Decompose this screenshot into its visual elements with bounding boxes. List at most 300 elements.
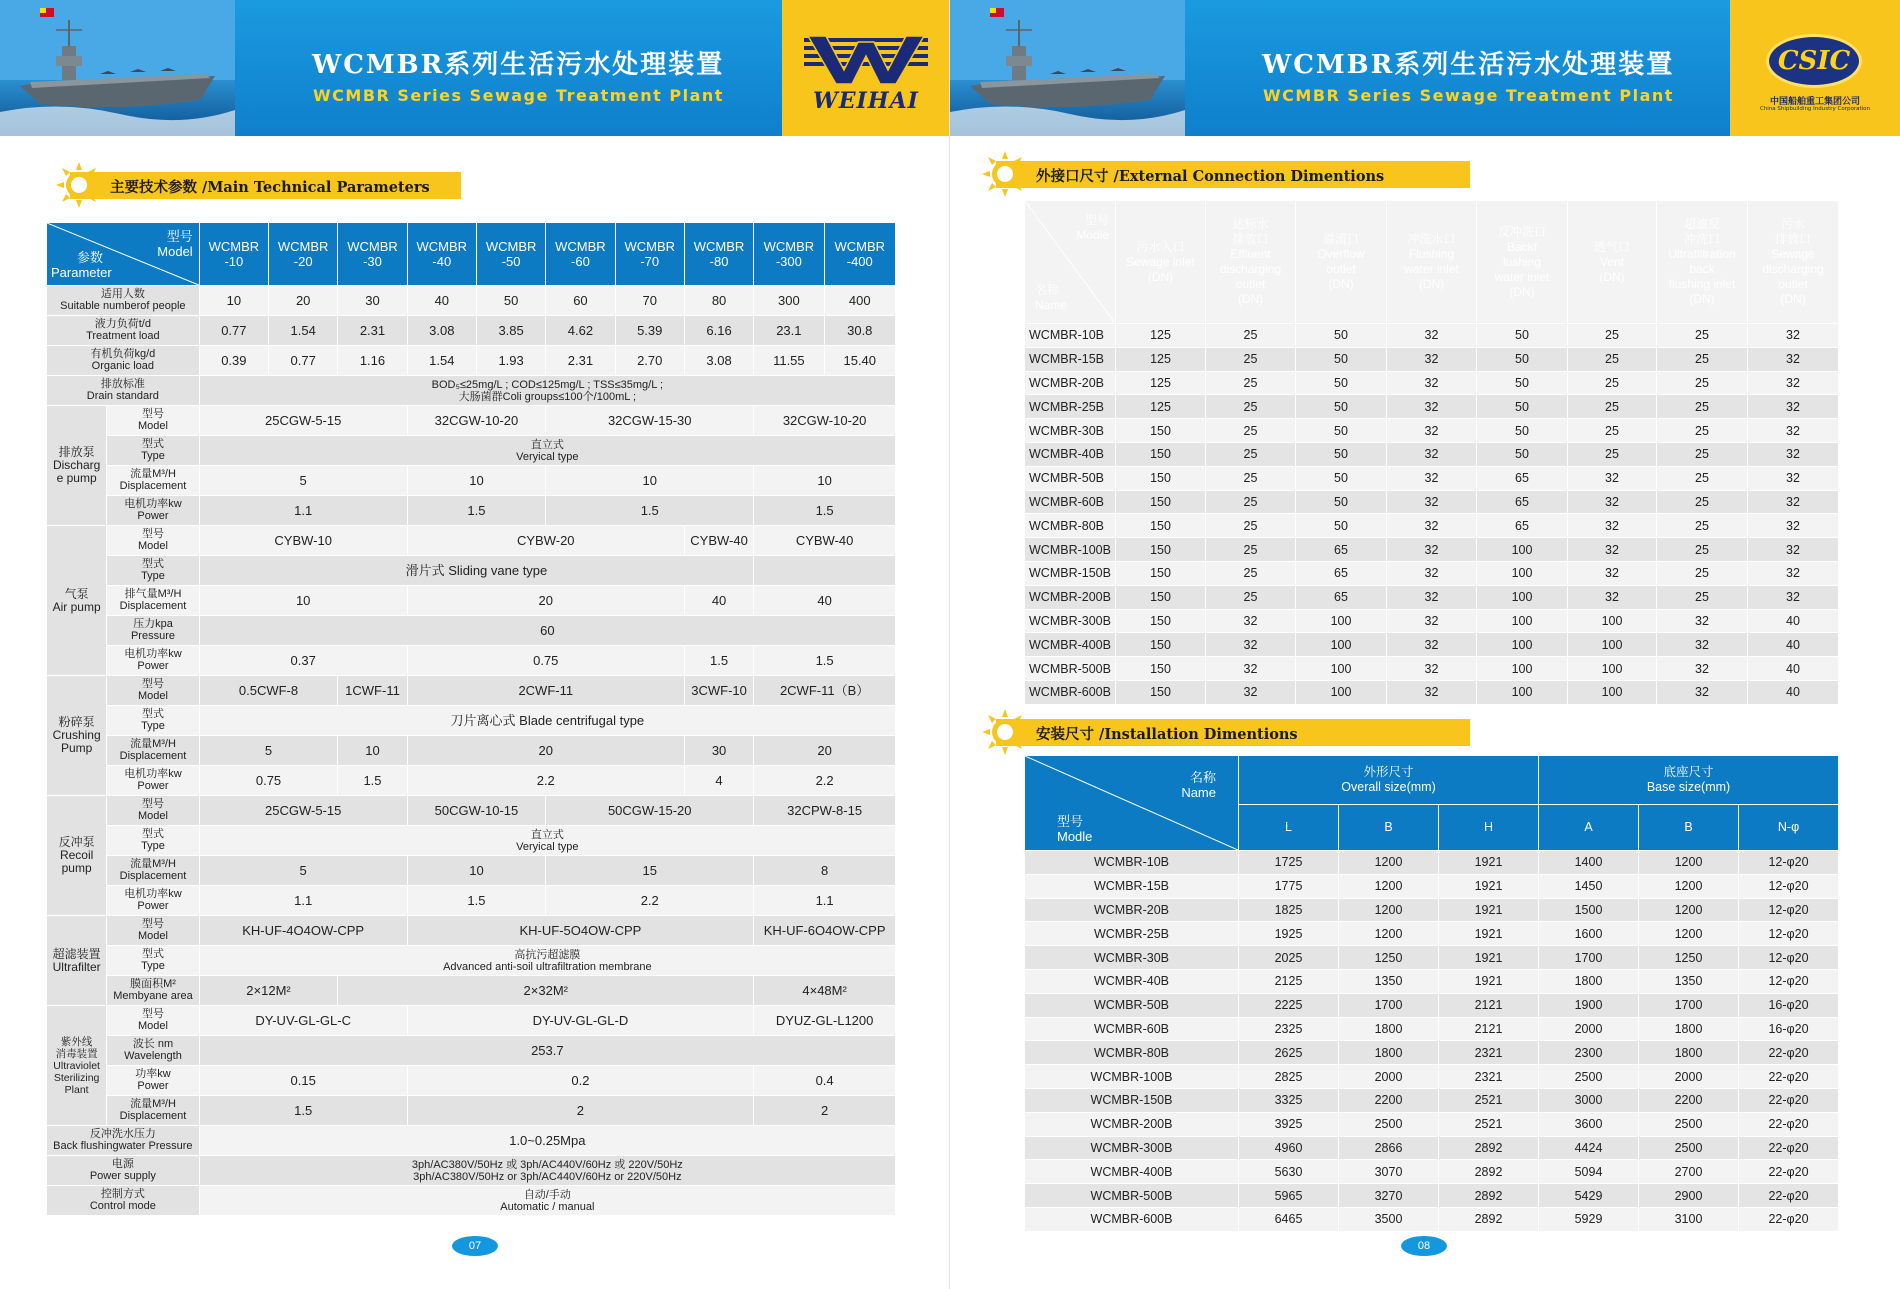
column-header-line: (DN) bbox=[1780, 292, 1806, 306]
table-cell: 50 bbox=[1296, 442, 1387, 466]
table-cell: 50 bbox=[1296, 324, 1387, 348]
table-cell bbox=[754, 556, 896, 586]
header-corner bbox=[47, 223, 200, 286]
table-cell: 150 bbox=[1116, 633, 1206, 657]
table-cell: 1.5 bbox=[407, 886, 546, 916]
table-cell: 50CGW-10-15 bbox=[407, 796, 546, 826]
table-cell: 25 bbox=[1657, 442, 1748, 466]
table-cell: 32CGW-15-30 bbox=[546, 406, 754, 436]
sub-label: 流量M³/H Displacement bbox=[107, 1096, 199, 1126]
group-label-uv: 紫外线 消毒装置 Ultraviolet Sterilizing Plant bbox=[47, 1006, 107, 1126]
table-cell: 3100 bbox=[1639, 1207, 1739, 1231]
sub-label: 压力kpa Pressure bbox=[107, 616, 199, 646]
table-cell: 253.7 bbox=[199, 1036, 895, 1066]
external-connection-table bbox=[1024, 200, 1839, 705]
table-cell: 2625 bbox=[1239, 1041, 1339, 1065]
section-title-installation bbox=[996, 719, 1470, 746]
table-cell: 1700 bbox=[1339, 993, 1439, 1017]
table-cell: 5929 bbox=[1539, 1207, 1639, 1231]
table-cell: 1921 bbox=[1439, 851, 1539, 875]
sub-label: 型式 Type bbox=[107, 556, 199, 586]
table-cell: 25 bbox=[1206, 490, 1296, 514]
table-cell: 50 bbox=[476, 286, 545, 316]
logo-company-cn: 中国船舶重工集团公司 bbox=[1769, 97, 1860, 107]
table-cell: 10 bbox=[199, 286, 268, 316]
table-cell: 32 bbox=[1387, 585, 1477, 609]
table-cell: 32 bbox=[1387, 680, 1477, 704]
model-name-cell: WCMBR-30B bbox=[1025, 946, 1239, 970]
table-cell: 1800 bbox=[1339, 1041, 1439, 1065]
table-row bbox=[47, 946, 896, 976]
table-cell: 25 bbox=[1206, 561, 1296, 585]
table-cell: 2892 bbox=[1439, 1207, 1539, 1231]
param-label: 有机负荷kg/d Organic load bbox=[47, 346, 200, 376]
table-cell: 32 bbox=[1748, 395, 1839, 419]
table-cell: 0.2 bbox=[407, 1066, 754, 1096]
table-cell: 1921 bbox=[1439, 946, 1539, 970]
table-row bbox=[47, 856, 896, 886]
table-cell: 50 bbox=[1477, 419, 1568, 443]
table-row bbox=[47, 976, 896, 1006]
table-cell: 1775 bbox=[1239, 874, 1339, 898]
page-number: 07 bbox=[452, 1236, 498, 1256]
model-name-cell: WCMBR-30B bbox=[1025, 419, 1116, 443]
table-cell: 40 bbox=[754, 586, 896, 616]
table-cell: 3325 bbox=[1239, 1088, 1339, 1112]
table-cell: 4 bbox=[684, 766, 753, 796]
table-row bbox=[47, 496, 896, 526]
model-name-cell: WCMBR-15B bbox=[1025, 874, 1239, 898]
table-cell: 32 bbox=[1387, 466, 1477, 490]
table-cell: 50 bbox=[1296, 371, 1387, 395]
group-label-discharge-pump: 排放泵 Discharg e pump bbox=[47, 406, 107, 526]
header-corner: 名称 Name 型号 Modle bbox=[1025, 756, 1239, 851]
model-name-cell: WCMBR-40B bbox=[1025, 969, 1239, 993]
table-cell: 65 bbox=[1296, 585, 1387, 609]
model-name-cell: WCMBR-25B bbox=[1025, 395, 1116, 419]
table-cell: 50 bbox=[1477, 371, 1568, 395]
table-row bbox=[47, 1006, 896, 1036]
table-cell: 25 bbox=[1568, 371, 1657, 395]
table-cell: 1.5 bbox=[199, 1096, 407, 1126]
table-cell: 1800 bbox=[1639, 1017, 1739, 1041]
table-cell: 100 bbox=[1568, 609, 1657, 633]
table-cell: 12-φ20 bbox=[1739, 969, 1839, 993]
table-cell: 32 bbox=[1206, 633, 1296, 657]
table-cell: 125 bbox=[1116, 347, 1206, 371]
table-cell: 22-φ20 bbox=[1739, 1136, 1839, 1160]
table-cell: 50 bbox=[1296, 419, 1387, 443]
table-cell: 2521 bbox=[1439, 1088, 1539, 1112]
table-row bbox=[1025, 538, 1839, 562]
table-cell: 22-φ20 bbox=[1739, 1112, 1839, 1136]
table-cell: 40 bbox=[684, 586, 753, 616]
table-cell: 22-φ20 bbox=[1739, 1207, 1839, 1231]
param-label: 控制方式 Control mode bbox=[47, 1186, 200, 1216]
table-cell: 2121 bbox=[1439, 1017, 1539, 1041]
table-cell: 25 bbox=[1206, 324, 1296, 348]
model-name-cell: WCMBR-100B bbox=[1025, 1065, 1239, 1089]
table-cell: 50 bbox=[1296, 395, 1387, 419]
table-cell: 1200 bbox=[1639, 898, 1739, 922]
table-row bbox=[1025, 1088, 1839, 1112]
table-cell: 32 bbox=[1387, 633, 1477, 657]
table-row bbox=[1025, 490, 1839, 514]
main-parameters-table bbox=[46, 222, 896, 1216]
table-cell: 100 bbox=[1568, 657, 1657, 681]
table-row bbox=[1025, 657, 1839, 681]
table-cell: 25 bbox=[1657, 585, 1748, 609]
table-cell: 1.5 bbox=[546, 496, 754, 526]
table-cell: 32 bbox=[1657, 680, 1748, 704]
table-cell: 5 bbox=[199, 736, 338, 766]
table-cell: 25 bbox=[1657, 538, 1748, 562]
param-label: 液力负荷t/d Treatment load bbox=[47, 316, 200, 346]
table-cell: 5630 bbox=[1239, 1160, 1339, 1184]
table-cell: 32 bbox=[1206, 680, 1296, 704]
table-cell: 32 bbox=[1748, 442, 1839, 466]
table-cell: 30 bbox=[338, 286, 407, 316]
table-row bbox=[1025, 395, 1839, 419]
table-cell: 15 bbox=[546, 856, 754, 886]
column-header-line: lushing bbox=[1502, 254, 1542, 269]
table-cell: 5094 bbox=[1539, 1160, 1639, 1184]
table-row bbox=[1025, 1160, 1839, 1184]
table-cell: 100 bbox=[1477, 633, 1568, 657]
section-title-text: 外接口尺寸 /External Connection Dimentions bbox=[1036, 168, 1385, 185]
param-label-cn: 参数 bbox=[77, 250, 104, 265]
table-cell: 2321 bbox=[1439, 1065, 1539, 1089]
table-cell: 50 bbox=[1477, 395, 1568, 419]
table-cell: 25 bbox=[1657, 419, 1748, 443]
table-row bbox=[1025, 633, 1839, 657]
table-cell: 5429 bbox=[1539, 1184, 1639, 1208]
table-row bbox=[1025, 466, 1839, 490]
table-cell: 1600 bbox=[1539, 922, 1639, 946]
table-cell: 32 bbox=[1387, 561, 1477, 585]
column-header-line: 污水入口 bbox=[1136, 239, 1185, 254]
table-cell: 30 bbox=[684, 736, 753, 766]
table-cell: 65 bbox=[1477, 490, 1568, 514]
table-cell: 直立式 Veryical type bbox=[199, 826, 895, 856]
table-cell: 0.77 bbox=[269, 346, 338, 376]
table-cell: 150 bbox=[1116, 419, 1206, 443]
table-cell: 32CPW-8-15 bbox=[754, 796, 896, 826]
column-header: A bbox=[1539, 804, 1639, 851]
table-cell: 0.39 bbox=[199, 346, 268, 376]
table-row bbox=[1025, 347, 1839, 371]
table-cell: 0.5CWF-8 bbox=[199, 676, 338, 706]
table-cell: 40 bbox=[407, 286, 476, 316]
table-cell: 32 bbox=[1568, 490, 1657, 514]
group-label-recoil-pump: 反冲泵 Recoil pump bbox=[47, 796, 107, 916]
cssc-logo-mark: CSIC bbox=[1766, 34, 1862, 88]
table-cell: 1500 bbox=[1539, 898, 1639, 922]
table-cell: 2200 bbox=[1639, 1088, 1739, 1112]
table-header-row bbox=[1025, 756, 1839, 805]
table-cell: 25 bbox=[1657, 561, 1748, 585]
column-header-line: (DN) bbox=[1509, 284, 1535, 299]
table-cell: 25 bbox=[1568, 419, 1657, 443]
table-row bbox=[47, 1156, 896, 1186]
table-cell: 20 bbox=[407, 586, 684, 616]
table-cell: 5 bbox=[199, 466, 407, 496]
table-cell: 32 bbox=[1387, 419, 1477, 443]
model-name-cell: WCMBR-400B bbox=[1025, 1160, 1239, 1184]
model-col-header: WCMBR -40 bbox=[407, 223, 476, 286]
table-row bbox=[47, 826, 896, 856]
table-row bbox=[47, 766, 896, 796]
model-col-header: WCMBR -70 bbox=[615, 223, 684, 286]
table-header-row bbox=[1025, 201, 1839, 324]
table-cell: 60 bbox=[199, 616, 895, 646]
table-row bbox=[47, 1096, 896, 1126]
table-cell: 1.0~0.25Mpa bbox=[199, 1126, 895, 1156]
table-row bbox=[1025, 1017, 1839, 1041]
table-cell: 32 bbox=[1568, 561, 1657, 585]
table-cell: 150 bbox=[1116, 466, 1206, 490]
sub-label: 型号 Model bbox=[107, 676, 199, 706]
table-cell: 22-φ20 bbox=[1739, 1160, 1839, 1184]
column-header-line: back bbox=[1689, 262, 1715, 276]
table-cell: 2.2 bbox=[754, 766, 896, 796]
banner-title-en: WCMBR Series Sewage Treatment Plant bbox=[313, 86, 724, 105]
column-header-line: (DN) bbox=[1237, 292, 1264, 306]
table-cell: 32 bbox=[1748, 371, 1839, 395]
table-cell: 0.4 bbox=[754, 1066, 896, 1096]
sub-label: 流量M³/H Displacement bbox=[107, 466, 199, 496]
table-row bbox=[1025, 585, 1839, 609]
table-cell: 滑片式 Sliding vane type bbox=[199, 556, 754, 586]
table-cell: 32 bbox=[1387, 490, 1477, 514]
column-header-line: (DN) bbox=[1599, 269, 1625, 284]
column-header-line: 冲洗水口 bbox=[1407, 232, 1456, 246]
column-header bbox=[1387, 201, 1477, 324]
table-cell: 4424 bbox=[1539, 1136, 1639, 1160]
table-cell: 100 bbox=[1477, 680, 1568, 704]
table-cell: 1.93 bbox=[476, 346, 545, 376]
sub-label: 型号 Model bbox=[107, 916, 199, 946]
table-cell: 2000 bbox=[1539, 1017, 1639, 1041]
table-cell: 2CWF-11 bbox=[407, 676, 684, 706]
table-row bbox=[1025, 419, 1839, 443]
table-cell: 1250 bbox=[1639, 946, 1739, 970]
sun-icon bbox=[982, 709, 1028, 755]
table-cell: 125 bbox=[1116, 395, 1206, 419]
table-cell: 2121 bbox=[1439, 993, 1539, 1017]
table-cell: 2.70 bbox=[615, 346, 684, 376]
table-cell: 1.5 bbox=[338, 766, 407, 796]
column-header-line: 反冲洗口 bbox=[1497, 224, 1546, 239]
table-cell: 1CWF-11 bbox=[338, 676, 407, 706]
table-cell: 40 bbox=[1748, 680, 1839, 704]
table-row bbox=[47, 586, 896, 616]
table-cell: DY-UV-GL-GL-D bbox=[407, 1006, 754, 1036]
table-cell: 65 bbox=[1477, 466, 1568, 490]
table-cell: 2500 bbox=[1339, 1112, 1439, 1136]
table-cell: 3600 bbox=[1539, 1112, 1639, 1136]
table-cell: 100 bbox=[1296, 609, 1387, 633]
table-cell: 100 bbox=[1477, 561, 1568, 585]
table-cell: 25 bbox=[1206, 419, 1296, 443]
table-row bbox=[47, 796, 896, 826]
model-name-cell: WCMBR-100B bbox=[1025, 538, 1116, 562]
table-cell: 50 bbox=[1477, 324, 1568, 348]
table-cell: 25 bbox=[1206, 442, 1296, 466]
table-row bbox=[1025, 1184, 1839, 1208]
table-cell: 50 bbox=[1296, 514, 1387, 538]
table-row bbox=[1025, 898, 1839, 922]
logo-company-en: China Shipbuilding Industry Corporation bbox=[1759, 106, 1871, 112]
table-row bbox=[47, 526, 896, 556]
table-cell: 5 bbox=[199, 856, 407, 886]
table-cell: 25 bbox=[1206, 538, 1296, 562]
table-cell: 2×12M² bbox=[199, 976, 338, 1006]
table-cell: 1.1 bbox=[199, 496, 407, 526]
table-cell: 32 bbox=[1568, 514, 1657, 538]
table-row bbox=[47, 916, 896, 946]
table-cell: 4960 bbox=[1239, 1136, 1339, 1160]
table-cell: 直立式 Veryical type bbox=[199, 436, 895, 466]
table-row bbox=[1025, 514, 1839, 538]
table-cell: 32 bbox=[1748, 538, 1839, 562]
table-cell: 12-φ20 bbox=[1739, 946, 1839, 970]
table-row bbox=[47, 316, 896, 346]
table-cell: 25 bbox=[1206, 395, 1296, 419]
table-cell: 2900 bbox=[1639, 1184, 1739, 1208]
table-cell: 12-φ20 bbox=[1739, 851, 1839, 875]
logo-text: WEIHAI bbox=[813, 88, 919, 114]
column-header: N-φ bbox=[1739, 804, 1839, 851]
table-cell: 100 bbox=[1296, 680, 1387, 704]
table-row bbox=[1025, 1112, 1839, 1136]
table-row bbox=[47, 736, 896, 766]
sub-label: 型号 Model bbox=[107, 796, 199, 826]
table-cell: 100 bbox=[1477, 609, 1568, 633]
model-name-cell: WCMBR-200B bbox=[1025, 1112, 1239, 1136]
table-cell: 100 bbox=[1477, 538, 1568, 562]
table-cell: 1.5 bbox=[754, 646, 896, 676]
table-cell: 40 bbox=[1748, 609, 1839, 633]
model-name-cell: WCMBR-15B bbox=[1025, 347, 1116, 371]
table-row bbox=[1025, 561, 1839, 585]
table-cell: 50 bbox=[1477, 442, 1568, 466]
table-cell: 11.55 bbox=[754, 346, 824, 376]
table-cell: 2 bbox=[407, 1096, 754, 1126]
sub-label: 型式 Type bbox=[107, 706, 199, 736]
table-cell: 1400 bbox=[1539, 851, 1639, 875]
table-cell: 刀片离心式 Blade centrifugal type bbox=[199, 706, 895, 736]
table-cell: 2×32M² bbox=[338, 976, 754, 1006]
table-cell: 1.16 bbox=[338, 346, 407, 376]
model-name-cell: WCMBR-150B bbox=[1025, 561, 1116, 585]
model-name-cell: WCMBR-20B bbox=[1025, 898, 1239, 922]
table-cell: 10 bbox=[199, 586, 407, 616]
table-row bbox=[47, 406, 896, 436]
table-cell: KH-UF-4O4OW-CPP bbox=[199, 916, 407, 946]
table-cell: 1200 bbox=[1639, 874, 1739, 898]
sub-label: 膜面积M² Membyane area bbox=[107, 976, 199, 1006]
model-name-cell: WCMBR-60B bbox=[1025, 1017, 1239, 1041]
table-header-row bbox=[47, 223, 896, 286]
table-cell: 2892 bbox=[1439, 1160, 1539, 1184]
table-row bbox=[47, 646, 896, 676]
section-title-external bbox=[996, 161, 1470, 188]
table-cell: 16-φ20 bbox=[1739, 1017, 1839, 1041]
table-row bbox=[1025, 680, 1839, 704]
model-col-header: WCMBR -400 bbox=[824, 223, 895, 286]
table-cell: 20 bbox=[754, 736, 896, 766]
sub-label: 流量M³/H Displacement bbox=[107, 856, 199, 886]
table-row bbox=[1025, 1065, 1839, 1089]
table-cell: 50 bbox=[1296, 347, 1387, 371]
table-row bbox=[47, 1066, 896, 1096]
table-cell: 1450 bbox=[1539, 874, 1639, 898]
table-cell: CYBW-10 bbox=[199, 526, 407, 556]
table-cell: 22-φ20 bbox=[1739, 1088, 1839, 1112]
table-cell: 25 bbox=[1657, 466, 1748, 490]
table-cell: 25CGW-5-15 bbox=[199, 406, 407, 436]
model-col-header: WCMBR -20 bbox=[269, 223, 338, 286]
table-cell: 10 bbox=[338, 736, 407, 766]
table-cell: 40 bbox=[1748, 657, 1839, 681]
table-cell: 12-φ20 bbox=[1739, 874, 1839, 898]
table-cell: 2.2 bbox=[407, 766, 684, 796]
table-cell: 150 bbox=[1116, 538, 1206, 562]
table-cell: 1200 bbox=[1339, 851, 1439, 875]
table-cell: 2200 bbox=[1339, 1088, 1439, 1112]
cssc-logo bbox=[1730, 0, 1900, 136]
table-cell: 32 bbox=[1657, 609, 1748, 633]
column-header-line: Backf bbox=[1506, 239, 1537, 254]
column-header-line: 溢流口 bbox=[1322, 232, 1359, 246]
base-size-header: 底座尺寸 Base size(mm) bbox=[1539, 756, 1839, 805]
sub-label: 电机功率kw Power bbox=[107, 496, 199, 526]
table-cell: 32 bbox=[1206, 609, 1296, 633]
param-label: 排放标准 Drain standard bbox=[47, 376, 200, 406]
table-cell: CYBW-20 bbox=[407, 526, 684, 556]
table-cell: 32 bbox=[1387, 657, 1477, 681]
table-cell: 1700 bbox=[1539, 946, 1639, 970]
table-cell: 32 bbox=[1387, 514, 1477, 538]
model-name-cell: WCMBR-300B bbox=[1025, 1136, 1239, 1160]
table-cell: 32 bbox=[1748, 585, 1839, 609]
table-cell: 80 bbox=[684, 286, 753, 316]
table-cell: 3000 bbox=[1539, 1088, 1639, 1112]
table-cell: 8 bbox=[754, 856, 896, 886]
table-cell: KH-UF-6O4OW-CPP bbox=[754, 916, 896, 946]
model-name-cell: WCMBR-400B bbox=[1025, 633, 1116, 657]
table-row bbox=[1025, 371, 1839, 395]
banner-title-cn: WCMBR系列生活污水处理装置 bbox=[312, 50, 725, 80]
model-name-cell: WCMBR-200B bbox=[1025, 585, 1116, 609]
table-cell: 2700 bbox=[1639, 1160, 1739, 1184]
table-cell: 100 bbox=[1477, 585, 1568, 609]
model-name-cell: WCMBR-10B bbox=[1025, 324, 1116, 348]
table-cell: 自动/手动 Automatic / manual bbox=[199, 1186, 895, 1216]
section-title-text: 安装尺寸 /Installation Dimentions bbox=[1036, 726, 1298, 743]
table-cell: 50 bbox=[1296, 466, 1387, 490]
installation-dimensions-table bbox=[1024, 755, 1839, 1232]
table-cell: 1350 bbox=[1639, 969, 1739, 993]
column-header-line: Sewage inlet bbox=[1126, 254, 1195, 269]
table-cell: 23.1 bbox=[754, 316, 824, 346]
model-name-cell: WCMBR-500B bbox=[1025, 1184, 1239, 1208]
table-cell: 1.5 bbox=[407, 496, 546, 526]
table-row bbox=[1025, 1041, 1839, 1065]
table-cell: 100 bbox=[1568, 680, 1657, 704]
header-corner: 型号 Modle 名称 Name bbox=[1025, 201, 1116, 324]
